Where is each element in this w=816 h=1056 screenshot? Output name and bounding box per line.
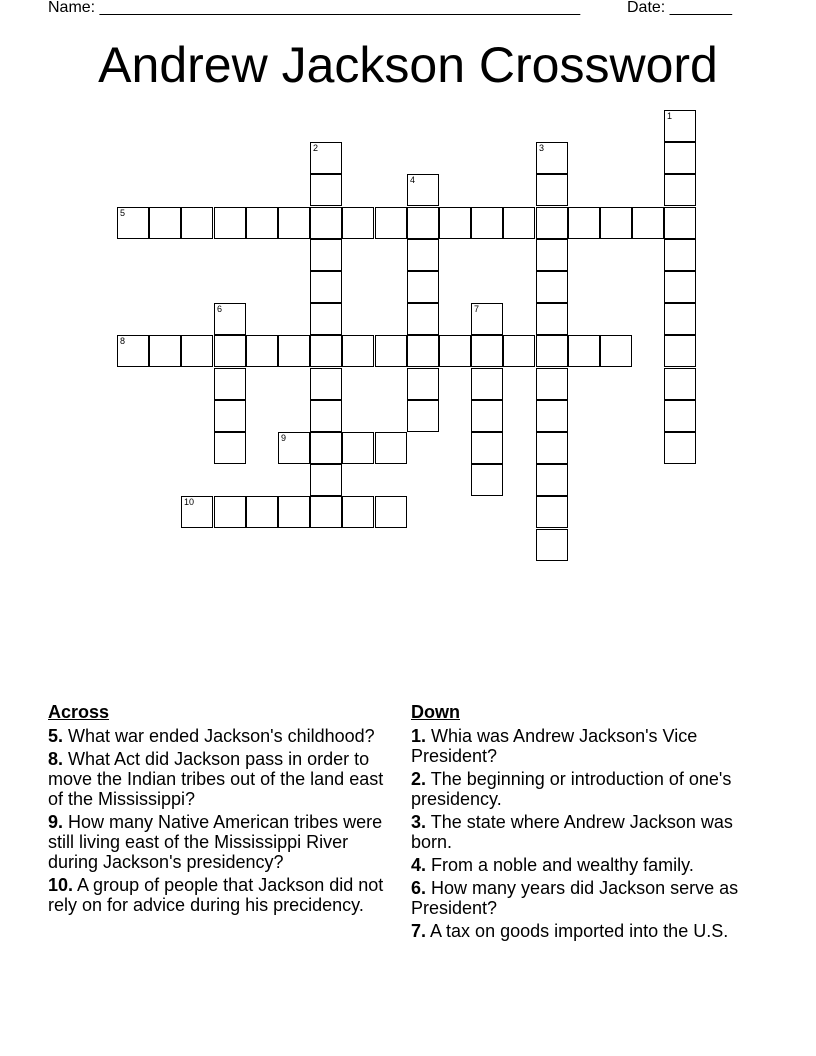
grid-cell[interactable] <box>471 368 503 400</box>
grid-cell[interactable] <box>664 368 696 400</box>
grid-cell[interactable] <box>375 335 407 367</box>
clue-down-3: 3. The state where Andrew Jackson was born. <box>411 812 733 852</box>
grid-cell[interactable] <box>310 368 342 400</box>
grid-cell[interactable] <box>246 207 278 239</box>
grid-cell[interactable] <box>214 368 246 400</box>
clue-number: 6 <box>217 304 223 314</box>
grid-cell[interactable] <box>214 432 246 464</box>
grid-cell[interactable] <box>117 207 149 239</box>
grid-cell[interactable] <box>664 335 696 367</box>
grid-cell[interactable] <box>664 400 696 432</box>
grid-cell[interactable] <box>310 432 342 464</box>
grid-cell[interactable] <box>310 496 342 528</box>
clue-number: 5 <box>120 208 126 218</box>
grid-cell[interactable] <box>181 335 213 367</box>
grid-cell[interactable] <box>407 400 439 432</box>
grid-cell[interactable] <box>407 239 439 271</box>
grid-cell[interactable] <box>536 464 568 496</box>
grid-cell[interactable] <box>117 335 149 367</box>
grid-cell[interactable] <box>407 174 439 206</box>
grid-cell[interactable] <box>664 432 696 464</box>
grid-cell[interactable] <box>342 432 374 464</box>
grid-cell[interactable] <box>439 335 471 367</box>
down-clues <box>411 701 756 944</box>
grid-cell[interactable] <box>536 335 568 367</box>
grid-cell[interactable] <box>536 207 568 239</box>
clue-number: 3 <box>539 143 545 153</box>
grid-cell[interactable] <box>536 239 568 271</box>
grid-cell[interactable] <box>342 496 374 528</box>
grid-cell[interactable] <box>407 207 439 239</box>
grid-cell[interactable] <box>471 207 503 239</box>
grid-cell[interactable] <box>664 110 696 142</box>
grid-cell[interactable] <box>568 207 600 239</box>
grid-cell[interactable] <box>246 335 278 367</box>
grid-cell[interactable] <box>375 207 407 239</box>
clue-number: 7 <box>474 304 480 314</box>
grid-cell[interactable] <box>471 335 503 367</box>
grid-cell[interactable] <box>181 496 213 528</box>
grid-cell[interactable] <box>407 271 439 303</box>
grid-cell[interactable] <box>310 464 342 496</box>
grid-cell[interactable] <box>278 207 310 239</box>
grid-cell[interactable] <box>471 400 503 432</box>
grid-cell[interactable] <box>664 271 696 303</box>
grid-cell[interactable] <box>536 529 568 561</box>
clue-number: 1 <box>667 111 673 121</box>
grid-cell[interactable] <box>375 496 407 528</box>
grid-cell[interactable] <box>664 303 696 335</box>
across-clues <box>48 701 393 918</box>
grid-cell[interactable] <box>536 432 568 464</box>
grid-cell[interactable] <box>246 496 278 528</box>
grid-cell[interactable] <box>503 207 535 239</box>
grid-cell[interactable] <box>407 335 439 367</box>
grid-cell[interactable] <box>310 239 342 271</box>
grid-cell[interactable] <box>471 432 503 464</box>
clue-down-1: 1. Whia was Andrew Jackson's Vice President? <box>411 726 698 766</box>
grid-cell[interactable] <box>664 174 696 206</box>
grid-cell[interactable] <box>214 400 246 432</box>
grid-cell[interactable] <box>214 496 246 528</box>
grid-cell[interactable] <box>214 207 246 239</box>
grid-cell[interactable] <box>149 335 181 367</box>
grid-cell[interactable] <box>664 207 696 239</box>
grid-cell[interactable] <box>181 207 213 239</box>
grid-cell[interactable] <box>214 303 246 335</box>
grid-cell[interactable] <box>278 496 310 528</box>
grid-cell[interactable] <box>278 432 310 464</box>
grid-cell[interactable] <box>664 142 696 174</box>
grid-cell[interactable] <box>503 335 535 367</box>
grid-cell[interactable] <box>600 207 632 239</box>
grid-cell[interactable] <box>536 496 568 528</box>
grid-cell[interactable] <box>536 368 568 400</box>
grid-cell[interactable] <box>310 142 342 174</box>
grid-cell[interactable] <box>310 174 342 206</box>
clue-number: 4 <box>410 175 416 185</box>
grid-cell[interactable] <box>214 335 246 367</box>
grid-cell[interactable] <box>278 335 310 367</box>
grid-cell[interactable] <box>568 335 600 367</box>
clue-across-8: 8. What Act did Jackson pass in order to move the Indian tribes out of the land east of the Mississippi? <box>48 749 384 809</box>
grid-cell[interactable] <box>471 303 503 335</box>
grid-cell[interactable] <box>664 239 696 271</box>
grid-cell[interactable] <box>310 207 342 239</box>
clue-across-5: 5. What war ended Jackson's childhood? <box>48 726 375 746</box>
grid-cell[interactable] <box>310 335 342 367</box>
grid-cell[interactable] <box>342 335 374 367</box>
grid-cell[interactable] <box>439 207 471 239</box>
grid-cell[interactable] <box>342 207 374 239</box>
grid-cell[interactable] <box>536 303 568 335</box>
name-label: Name: ______________________________________________________ <box>48 0 581 16</box>
down-heading: Down <box>411 702 460 722</box>
across-heading: Across <box>48 702 110 722</box>
grid-cell[interactable] <box>536 271 568 303</box>
grid-cell[interactable] <box>536 400 568 432</box>
grid-cell[interactable] <box>407 303 439 335</box>
date-label: Date: _______ <box>627 0 732 16</box>
clue-number: 2 <box>313 143 319 153</box>
clue-number: 8 <box>120 336 126 346</box>
clue-across-10: 10. A group of people that Jackson did not rely on for advice during his precidency. <box>48 875 384 915</box>
clue-number: 9 <box>281 433 287 443</box>
grid-cell[interactable] <box>375 432 407 464</box>
grid-cell[interactable] <box>310 303 342 335</box>
grid-cell[interactable] <box>149 207 181 239</box>
grid-cell[interactable] <box>600 335 632 367</box>
clue-down-4: 4. From a noble and wealthy family. <box>411 855 694 875</box>
grid-cell[interactable] <box>471 464 503 496</box>
clue-down-2: 2. The beginning or introduction of one's presidency. <box>411 769 732 809</box>
grid-cell[interactable] <box>310 400 342 432</box>
clue-number: 10 <box>184 497 195 507</box>
page-title: Andrew Jackson Crossword <box>98 37 718 93</box>
grid-cell[interactable] <box>536 142 568 174</box>
grid-cell[interactable] <box>632 207 664 239</box>
grid-cell[interactable] <box>310 271 342 303</box>
grid-cell[interactable] <box>536 174 568 206</box>
clue-down-6: 6. How many years did Jackson serve as President? <box>411 878 739 918</box>
clue-down-7: 7. A tax on goods imported into the U.S. <box>411 921 729 941</box>
grid-cell[interactable] <box>407 368 439 400</box>
clue-across-9: 9. How many Native American tribes were still living east of the Mississippi River during Jackson's presidency? <box>48 812 383 872</box>
